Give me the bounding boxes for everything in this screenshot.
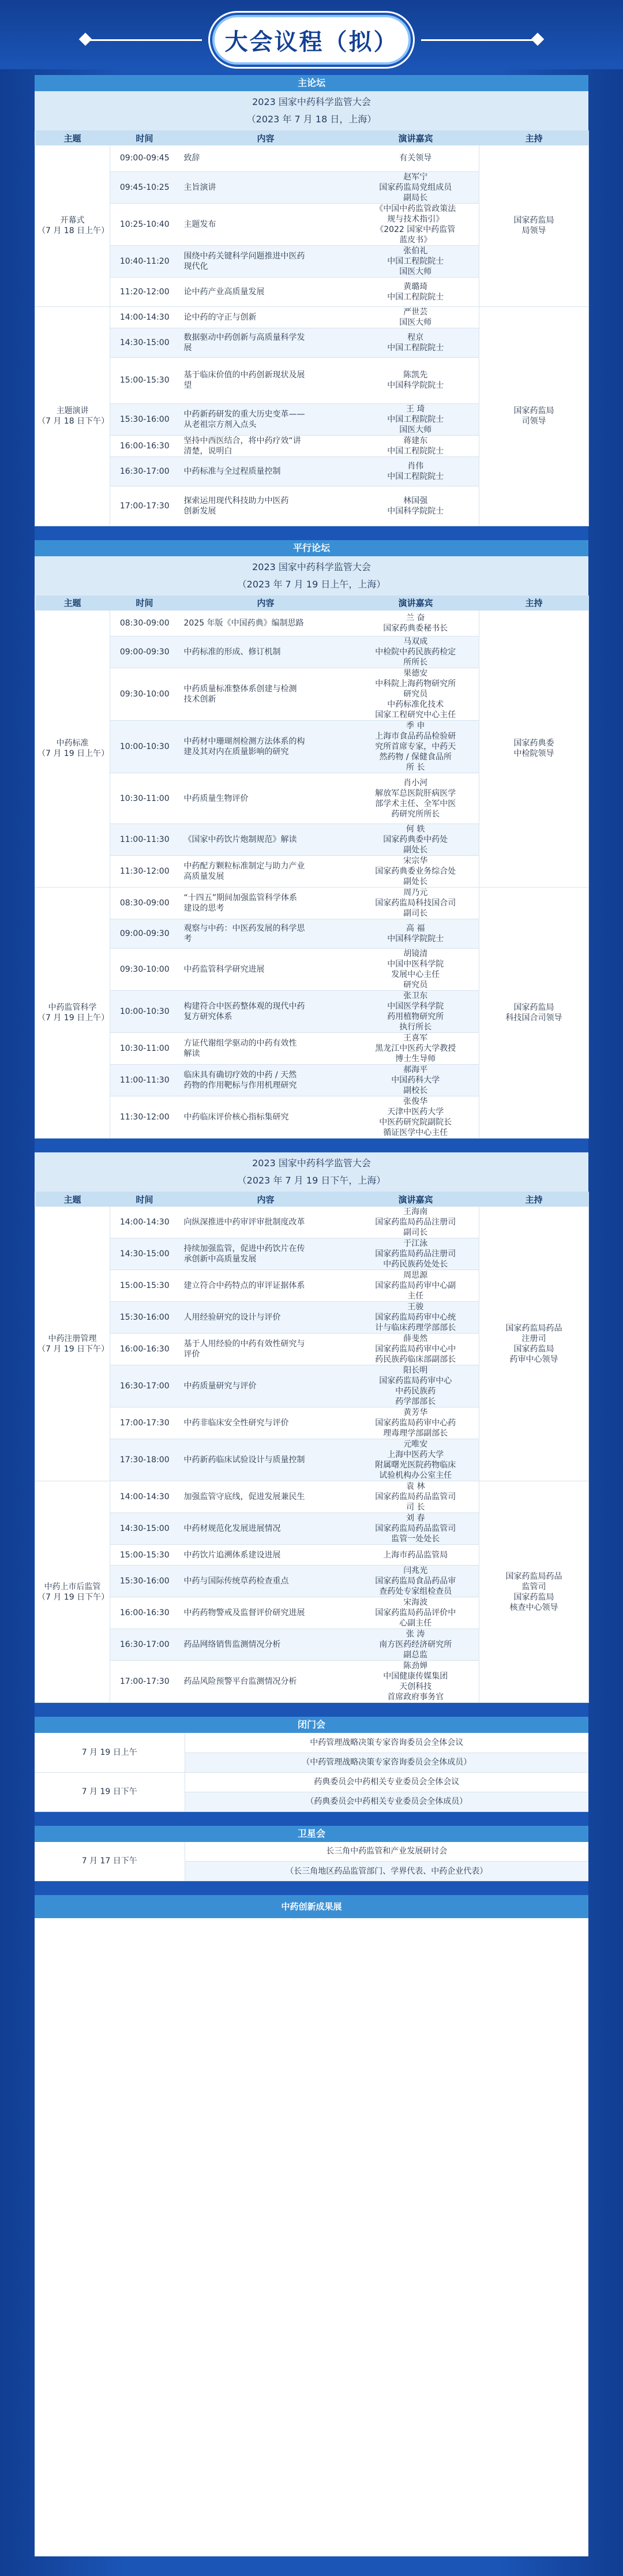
- speaker-cell: 宋宗华 国家药典委业务综合处 副处长: [352, 856, 479, 888]
- speaker-cell: 元唯安 上海中医药大学 附属曙光医院药物临床 试验机构办公室主任: [352, 1439, 479, 1481]
- meeting-text: 药典委员会中药相关专业委员会全体会议: [185, 1772, 588, 1792]
- meeting-info: [35, 1152, 588, 1192]
- content-cell: 中药标准与全过程质量控制: [179, 456, 352, 486]
- content-cell: 围绕中药关键科学问题推进中医药 现代化: [179, 245, 352, 277]
- content-cell: 中药药物警戒及监督评价研究进展: [179, 1597, 352, 1629]
- content-cell: 中药临床评价核心指标集研究: [179, 1096, 352, 1139]
- content-cell: 中药配方颗粒标准制定与助力产业 高质量发展: [179, 856, 352, 888]
- meeting-time: 7 月 17 日下午: [35, 1842, 185, 1881]
- speaker-cell: 高 福 中国科学院院士: [352, 919, 479, 949]
- column-header: 主持: [479, 1192, 589, 1207]
- title-badge: [212, 15, 411, 65]
- speaker-cell: 陈劲婵 中国健康传媒集团 天创科技 首席政府事务官: [352, 1661, 479, 1703]
- speaker-cell: 肖小河 解放军总医院肝病医学 部学术主任、全军中医 药研究所所长: [352, 773, 479, 824]
- section-gap: [35, 1881, 588, 1895]
- time-cell: 09:30-10:00: [110, 668, 179, 721]
- time-cell: 15:00-15:30: [110, 357, 179, 403]
- content-cell: 中药质量生物评价: [179, 773, 352, 824]
- meeting-name: 2023 国家中药科学监管大会: [252, 1158, 371, 1169]
- title-line-right: [421, 39, 536, 41]
- content-cell: 中药监管科学研究进展: [179, 949, 352, 991]
- content-cell: 方证代谢组学驱动的中药有效性 解读: [179, 1033, 352, 1065]
- speaker-cell: 张俊华 天津中医药大学 中医药研究院副院长 循证医学中心主任: [352, 1096, 479, 1139]
- time-cell: 15:30-16:00: [110, 1566, 179, 1597]
- meeting-name: 2023 国家中药科学监管大会: [252, 96, 371, 107]
- column-header: 主题: [35, 130, 110, 145]
- session-host: 国家药监局 局领导: [479, 145, 589, 306]
- meeting-text: 中药管理战略决策专家咨询委员会全体会议: [185, 1733, 588, 1753]
- parallel-forum-b-section: [35, 1152, 588, 1703]
- section-gap: [35, 1812, 588, 1826]
- main-forum-section: [35, 75, 588, 526]
- time-cell: 15:30-16:00: [110, 403, 179, 435]
- content-cell: 数据驱动中药创新与高质量科学发 展: [179, 328, 352, 357]
- time-cell: 10:25-10:40: [110, 203, 179, 245]
- time-cell: 09:45-10:25: [110, 171, 179, 203]
- content-cell: 中药新药临床试验设计与质量控制: [179, 1439, 352, 1481]
- satellite-meeting-table: [35, 1842, 588, 1882]
- speaker-cell: 闫兆光 国家药监局食品药品审 查药处专家组检查员: [352, 1566, 479, 1597]
- speaker-cell: 周思源 国家药监局药审中心副 主任: [352, 1270, 479, 1302]
- time-cell: 09:00-09:45: [110, 145, 179, 171]
- content-cell: 中药与国际传统草药检查重点: [179, 1566, 352, 1597]
- session-theme: 开幕式 （7 月 18 日上午）: [35, 145, 110, 306]
- time-cell: 15:30-16:00: [110, 1302, 179, 1334]
- speaker-cell: 张 涛 南方医药经济研究所 副总监: [352, 1629, 479, 1661]
- speaker-cell: 袁 林 国家药监局药品监管司 司 长: [352, 1481, 479, 1513]
- time-cell: 14:30-15:00: [110, 1513, 179, 1545]
- speaker-cell: 果德安 中科院上海药物研究所 研究员 中药标准化技术 国家工程研究中心主任: [352, 668, 479, 721]
- time-cell: 11:20-12:00: [110, 277, 179, 306]
- section-gap: [35, 1703, 588, 1717]
- column-header: 时间: [110, 1192, 179, 1207]
- content-cell: 药品网络销售监测情况分析: [179, 1629, 352, 1661]
- column-header: 演讲嘉宾: [352, 1192, 479, 1207]
- speaker-cell: 宋海波 国家药监局药品评价中 心副主任: [352, 1597, 479, 1629]
- agenda-panel: [35, 75, 588, 2556]
- speaker-cell: 周乃元 国家药监局科技国合司 副司长: [352, 888, 479, 919]
- session-theme: 中药上市后监管 （7 月 19 日下午）: [35, 1481, 110, 1703]
- speaker-cell: 严世芸 国医大师: [352, 306, 479, 328]
- section-gap: [35, 526, 588, 540]
- time-cell: 11:00-11:30: [110, 824, 179, 856]
- content-cell: 中药饮片追溯体系建设进展: [179, 1545, 352, 1566]
- closed-meeting-section: [35, 1717, 588, 1812]
- speaker-cell: 于江泳 国家药监局药品注册司 中药民族药处处长: [352, 1238, 479, 1270]
- content-cell: 论中药产业高质量发展: [179, 277, 352, 306]
- section-label: 闭门会: [35, 1717, 588, 1733]
- speaker-cell: 张卫东 中国医学科学院 药用植物研究所 执行所长: [352, 991, 479, 1033]
- time-cell: 11:30-12:00: [110, 856, 179, 888]
- speaker-cell: 郝海平 中国药科大学 副校长: [352, 1065, 479, 1096]
- column-header: 主题: [35, 1192, 110, 1207]
- column-header: 主持: [479, 130, 589, 145]
- satellite-meeting-section: [35, 1826, 588, 1882]
- content-cell: 构建符合中医药整体观的现代中药 复方研究体系: [179, 991, 352, 1033]
- content-cell: 论中药的守正与创新: [179, 306, 352, 328]
- section-label: 主论坛: [35, 75, 588, 91]
- time-cell: 09:30-10:00: [110, 949, 179, 991]
- speaker-cell: 刘 春 国家药监局药品监管司 监管一处处长: [352, 1513, 479, 1545]
- column-header: 演讲嘉宾: [352, 130, 479, 145]
- time-cell: 08:30-09:00: [110, 888, 179, 919]
- section-label: 平行论坛: [35, 540, 588, 556]
- time-cell: 15:00-15:30: [110, 1270, 179, 1302]
- session-host: 国家药典委 中检院领导: [479, 611, 589, 888]
- speaker-cell: 张伯礼 中国工程院院士 国医大师: [352, 245, 479, 277]
- speaker-cell: 兰 奋 国家药典委秘书长: [352, 611, 479, 636]
- table-row: [35, 1481, 589, 1513]
- meeting-row: [35, 1842, 588, 1862]
- time-cell: 10:30-11:00: [110, 773, 179, 824]
- meeting-date: （2023 年 7 月 19 日下午，上海）: [237, 1175, 386, 1186]
- parallel-forum-a-section: [35, 540, 588, 1139]
- content-cell: 临床具有确切疗效的中药 / 天然 药物的作用靶标与作用机理研究: [179, 1065, 352, 1096]
- meeting-text: （药典委员会中药相关专业委员会全体成员）: [185, 1792, 588, 1811]
- time-cell: 10:00-10:30: [110, 721, 179, 773]
- footer-label: 中药创新成果展: [35, 1895, 588, 1918]
- time-cell: 17:00-17:30: [110, 1661, 179, 1703]
- speaker-cell: 王喜军 黑龙江中医药大学教授 博士生导师: [352, 1033, 479, 1065]
- table-row: [35, 888, 589, 919]
- time-cell: 14:30-15:00: [110, 1238, 179, 1270]
- speaker-cell: 季 申 上海市食品药品检验研 究所首席专家，中药天 然药物 / 保健食品所 所 长: [352, 721, 479, 773]
- speaker-cell: 胡镜清 中国中医科学院 发展中心主任 研究员: [352, 949, 479, 991]
- time-cell: 14:00-14:30: [110, 1481, 179, 1513]
- content-cell: 主题发布: [179, 203, 352, 245]
- speaker-cell: 林国强 中国科学院院士: [352, 486, 479, 526]
- agenda-table: [35, 1192, 589, 1703]
- speaker-cell: 上海市药品监管局: [352, 1545, 479, 1566]
- content-cell: 中药质量研究与评价: [179, 1365, 352, 1407]
- session-theme: 中药注册管理 （7 月 19 日下午）: [35, 1207, 110, 1481]
- time-cell: 16:30-17:00: [110, 1365, 179, 1407]
- meeting-row: [35, 1772, 588, 1792]
- meeting-row: [35, 1733, 588, 1753]
- speaker-cell: 赵军宁 国家药监局党组成员 副局长: [352, 171, 479, 203]
- content-cell: “十四五”期间加强监管科学体系 建设的思考: [179, 888, 352, 919]
- table-row: [35, 611, 589, 636]
- speaker-cell: 王 琦 中国工程院院士 国医大师: [352, 403, 479, 435]
- session-theme: 中药标准 （7 月 19 日上午）: [35, 611, 110, 888]
- meeting-text: （长三角地区药品监管部门、学界代表、中药企业代表）: [185, 1862, 588, 1881]
- session-host: 国家药监局 科技国合司领导: [479, 888, 589, 1139]
- meeting-date: （2023 年 7 月 18 日，上海）: [246, 114, 377, 125]
- content-cell: 中药标准的形成、修订机制: [179, 636, 352, 668]
- meeting-date: （2023 年 7 月 19 日上午，上海）: [237, 578, 386, 590]
- time-cell: 11:30-12:00: [110, 1096, 179, 1139]
- time-cell: 16:00-16:30: [110, 1334, 179, 1365]
- time-cell: 10:30-11:00: [110, 1033, 179, 1065]
- content-cell: 基于人用经验的中药有效性研究与 评价: [179, 1334, 352, 1365]
- time-cell: 10:00-10:30: [110, 991, 179, 1033]
- time-cell: 15:00-15:30: [110, 1545, 179, 1566]
- closed-meeting-table: [35, 1733, 588, 1812]
- content-cell: 中药材规范化发展进展情况: [179, 1513, 352, 1545]
- content-cell: 药品风险预警平台监测情况分析: [179, 1661, 352, 1703]
- speaker-cell: 阳长明 国家药监局药审中心 中药民族药 药学部部长: [352, 1365, 479, 1407]
- meeting-info: [35, 556, 588, 596]
- time-cell: 16:00-16:30: [110, 1597, 179, 1629]
- speaker-cell: 王骏 国家药监局药审中心统 计与临床药理学部部长: [352, 1302, 479, 1334]
- content-cell: 中药材中珊瑚剂检测方法体系的构 建及其对内在质量影响的研究: [179, 721, 352, 773]
- page-title: 大会议程（拟）: [224, 28, 399, 55]
- session-host: 国家药监局 司领导: [479, 306, 589, 526]
- speaker-cell: 何 轶 国家药典委中药处 副处长: [352, 824, 479, 856]
- session-host: 国家药监局药品 注册司 国家药监局 药审中心领导: [479, 1207, 589, 1481]
- content-cell: 中药新药研发的重大历史变革—— 从老祖宗方剂入点头: [179, 403, 352, 435]
- content-cell: 人用经验研究的设计与评价: [179, 1302, 352, 1334]
- session-theme: 中药监管科学 （7 月 19 日上午）: [35, 888, 110, 1139]
- title-line-left: [87, 39, 202, 41]
- table-row: [35, 145, 589, 171]
- content-cell: 基于临床价值的中药创新现状及展 望: [179, 357, 352, 403]
- content-cell: 向纵深推进中药审评审批制度改革: [179, 1207, 352, 1238]
- time-cell: 16:30-17:00: [110, 1629, 179, 1661]
- agenda-table: [35, 596, 589, 1139]
- meeting-name: 2023 国家中药科学监管大会: [252, 561, 371, 572]
- time-cell: 14:00-14:30: [110, 1207, 179, 1238]
- speaker-cell: 王海南 国家药监局药品注册司 副司长: [352, 1207, 479, 1238]
- speaker-cell: 黄芳华 国家药监局药审中心药 理毒理学部副部长: [352, 1407, 479, 1439]
- column-header: 主题: [35, 596, 110, 611]
- time-cell: 09:00-09:30: [110, 636, 179, 668]
- time-cell: 14:30-15:00: [110, 328, 179, 357]
- column-header: 内容: [179, 1192, 352, 1207]
- column-header: 主持: [479, 596, 589, 611]
- content-cell: 持续加强监管，促进中药饮片在传 承创新中高质量发展: [179, 1238, 352, 1270]
- speaker-cell: 肖伟 中国工程院院士: [352, 456, 479, 486]
- agenda-table: [35, 130, 589, 526]
- content-cell: 建立符合中药特点的审评证据体系: [179, 1270, 352, 1302]
- column-header: 时间: [110, 130, 179, 145]
- column-header: 时间: [110, 596, 179, 611]
- meeting-info: [35, 91, 588, 130]
- session-host: 国家药监局药品 监管司 国家药监局 核查中心领导: [479, 1481, 589, 1703]
- section-gap: [35, 1139, 588, 1152]
- column-header: 内容: [179, 130, 352, 145]
- time-cell: 17:30-18:00: [110, 1439, 179, 1481]
- diamond-icon: [531, 33, 545, 46]
- speaker-cell: 蒋建东 中国工程院院士: [352, 435, 479, 456]
- content-cell: 探索运用现代科技助力中医药 创新发展: [179, 486, 352, 526]
- meeting-text: 长三角中药监管和产业发展研讨会: [185, 1842, 588, 1862]
- speaker-cell: 陈凯先 中国科学院院士: [352, 357, 479, 403]
- time-cell: 08:30-09:00: [110, 611, 179, 636]
- speaker-cell: 程京 中国工程院院士: [352, 328, 479, 357]
- time-cell: 17:00-17:30: [110, 1407, 179, 1439]
- speaker-cell: 薛斐然 国家药监局药审中心中 药民族药临床部副部长: [352, 1334, 479, 1365]
- section-label: 卫星会: [35, 1826, 588, 1842]
- content-cell: 2025 年版《中国药典》编制思路: [179, 611, 352, 636]
- time-cell: 16:30-17:00: [110, 456, 179, 486]
- meeting-time: 7 月 19 日下午: [35, 1772, 185, 1811]
- speaker-cell: 有关领导: [352, 145, 479, 171]
- time-cell: 14:00-14:30: [110, 306, 179, 328]
- content-cell: 《国家中药饮片炮制规范》解读: [179, 824, 352, 856]
- table-header-row: [35, 130, 589, 145]
- table-row: [35, 306, 589, 328]
- speaker-cell: 马双成 中检院中药民族药检定 所所长: [352, 636, 479, 668]
- column-header: 演讲嘉宾: [352, 596, 479, 611]
- session-theme: 主题演讲 （7 月 18 日下午）: [35, 306, 110, 526]
- table-row: [35, 1207, 589, 1238]
- time-cell: 17:00-17:30: [110, 486, 179, 526]
- time-cell: 11:00-11:30: [110, 1065, 179, 1096]
- column-header: 内容: [179, 596, 352, 611]
- content-cell: 中药非临床安全性研究与评价: [179, 1407, 352, 1439]
- table-header-row: [35, 596, 589, 611]
- content-cell: 坚持中西医结合，将中药疗效“讲 清楚，说明白: [179, 435, 352, 456]
- speaker-cell: 黄璐琦 中国工程院院士: [352, 277, 479, 306]
- content-cell: 主旨演讲: [179, 171, 352, 203]
- content-cell: 观察与中药：中医药发展的科学思 考: [179, 919, 352, 949]
- time-cell: 16:00-16:30: [110, 435, 179, 456]
- time-cell: 10:40-11:20: [110, 245, 179, 277]
- table-header-row: [35, 1192, 589, 1207]
- time-cell: 09:00-09:30: [110, 919, 179, 949]
- content-cell: 致辞: [179, 145, 352, 171]
- content-cell: 中药质量标准整体系创建与检测 技术创新: [179, 668, 352, 721]
- meeting-text: （中药管理战略决策专家咨询委员会全体成员）: [185, 1753, 588, 1772]
- content-cell: 加强监管守底线，促进发展兼民生: [179, 1481, 352, 1513]
- title-bar: [0, 12, 623, 67]
- speaker-cell: 《中国中药监管政策法 规与技术指引》 《2022 国家中药监管 蓝皮书》: [352, 203, 479, 245]
- diamond-icon: [79, 33, 92, 46]
- meeting-time: 7 月 19 日上午: [35, 1733, 185, 1772]
